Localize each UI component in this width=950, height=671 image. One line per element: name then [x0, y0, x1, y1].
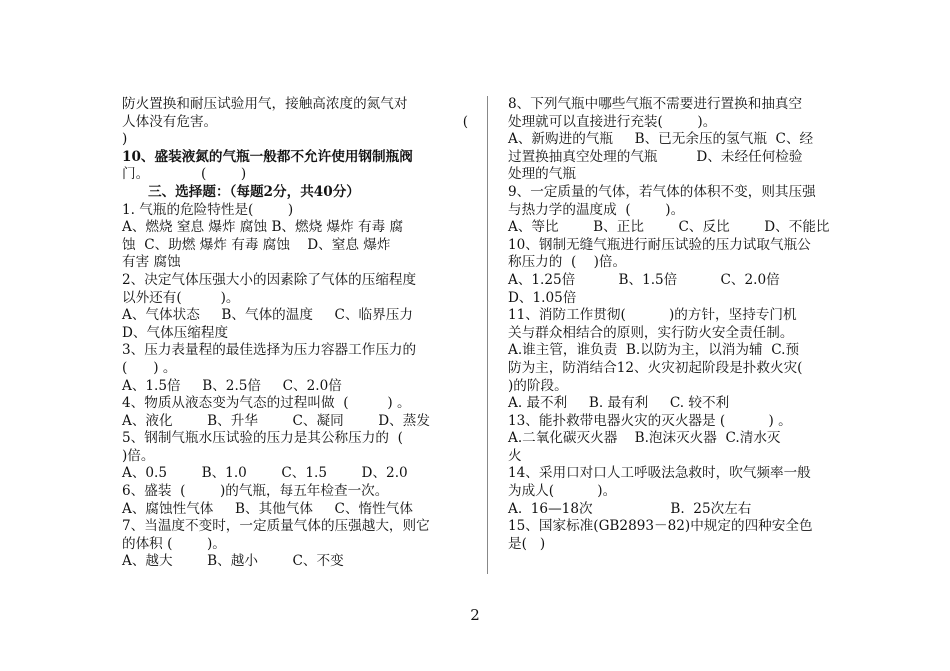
text-line: A、越大 B、越小 C、不变 — [122, 553, 344, 570]
text-line: 处理的气瓶 — [508, 166, 576, 183]
text-line: 11、消防工作贯彻( )的方针，坚持专门机 — [508, 307, 797, 324]
text-line: 过置换抽真空处理的气瓶 D、未经任何检验 — [508, 148, 803, 165]
text-line: 15、国家标准(GB2893－82)中规定的四种安全色 — [508, 518, 813, 535]
text-line: 8、下列气瓶中哪些气瓶不需要进行置换和抽真空 — [508, 96, 803, 112]
left-column — [122, 96, 468, 571]
text-line: 5、钢制气瓶水压试验的压力是其公称压力的 ( — [122, 430, 403, 447]
text-line: 以外还有( )。 — [122, 289, 240, 306]
text-line: )的阶段。 — [508, 377, 568, 394]
text-line: 处理就可以直接进行充装( )。 — [508, 113, 717, 130]
text-line: 有害 腐蚀 — [122, 254, 181, 271]
text-line: A、1.5倍 B、2.5倍 C、2.0倍 — [122, 377, 342, 394]
text-line: A、气体状态 B、气体的温度 C、临界压力 — [122, 307, 413, 324]
text-line: 10、钢制无缝气瓶进行耐压试验的压力试取气瓶公 — [508, 236, 811, 253]
text-line: 称压力的 ( )倍。 — [508, 254, 627, 271]
text-line: D、气体压缩程度 — [122, 324, 229, 341]
text-line: 1. 气瓶的危险特性是( ) — [122, 201, 294, 218]
text-line: A、新购进的气瓶 B、已无余压的氢气瓶 C、经 — [508, 131, 814, 148]
text-line: 是( ) — [508, 535, 546, 552]
text-line: A、燃烧 窒息 爆炸 腐蚀 B、燃烧 爆炸 有毒 腐 — [122, 219, 404, 236]
text-line: 7、当温度不变时，一定质量气体的压强越大，则它 — [122, 518, 430, 535]
text-line: 6、盛装 ( )的气瓶，每五年检查一次。 — [122, 483, 389, 500]
text-line: 蚀 C、助燃 爆炸 有毒 腐蚀 D、窒息 爆炸 — [122, 236, 391, 253]
right-column — [508, 96, 856, 553]
text-line: 人体没有危害。 ( — [122, 113, 468, 130]
text-line: D、1.05倍 — [508, 289, 577, 306]
page-number: 2 — [470, 606, 480, 624]
text-line: 的体积 ( )。 — [122, 535, 226, 552]
text-line: 防火置换和耐压试验用气，接触高浓度的氮气对 — [122, 96, 408, 112]
text-line: A. 16—18次 B. 25次左右 — [508, 500, 752, 517]
question-10: 10、盛装液氮的气瓶一般都不允许使用钢制瓶阀 — [122, 148, 413, 165]
text-line: 14、采用口对口人工呼吸法急救时，吹气频率一般 — [508, 465, 811, 482]
text-line: 关与群众相结合的原则，实行防火安全责任制。 — [508, 324, 794, 341]
text-line: ) — [122, 131, 128, 148]
text-line: A、1.25倍 B、1.5倍 C、2.0倍 — [508, 271, 780, 288]
text-line: 火 — [508, 447, 522, 464]
text-line: 3、压力表量程的最佳选择为压力容器工作压力的 — [122, 342, 417, 359]
text-line: A、液化 B、升华 C、凝同 D、蒸发 — [122, 412, 430, 429]
text-line: A.谁主管，谁负责 B.以防为主，以消为辅 C.预 — [508, 342, 800, 359]
text-line: A、等比 B、正比 C、反比 D、不能比 — [508, 219, 830, 236]
text-line: 4、物质从液态变为气态的过程叫做 ( ) 。 — [122, 395, 411, 412]
text-line: ( ) 。 — [122, 359, 177, 376]
text-line: 9、一定质量的气体，若气体的体积不变，则其压强 — [508, 183, 816, 200]
text-line: 13、能扑救带电器火灾的灭火器是 ( ) 。 — [508, 412, 792, 429]
text-line: 与热力学的温度成 ( )。 — [508, 201, 685, 218]
paren-open: ( — [462, 113, 468, 130]
text-line: A、0.5 B、1.0 C、1.5 D、2.0 — [122, 465, 408, 482]
text-line: 防为主，防消结合12、火灾初起阶段是扑救火灾( — [508, 359, 803, 376]
section-heading: 三、选择题：（每题2分，共40分） — [148, 183, 360, 200]
text-line: )倍。 — [122, 447, 155, 464]
text-line: 为成人( )。 — [508, 483, 617, 500]
column-divider — [487, 96, 488, 574]
text-line: 门。 ( ) — [122, 166, 247, 183]
text-line: A. 最不利 B. 最有利 C. 较不利 — [508, 395, 730, 412]
text-line: 2、决定气体压强大小的因素除了气体的压缩程度 — [122, 271, 417, 288]
text-line: A.二氧化碳灭火器 B.泡沫灭火器 C.清水灭 — [508, 430, 781, 447]
text-line: A、腐蚀性气体 B、其他气体 C、惰性气体 — [122, 500, 413, 517]
